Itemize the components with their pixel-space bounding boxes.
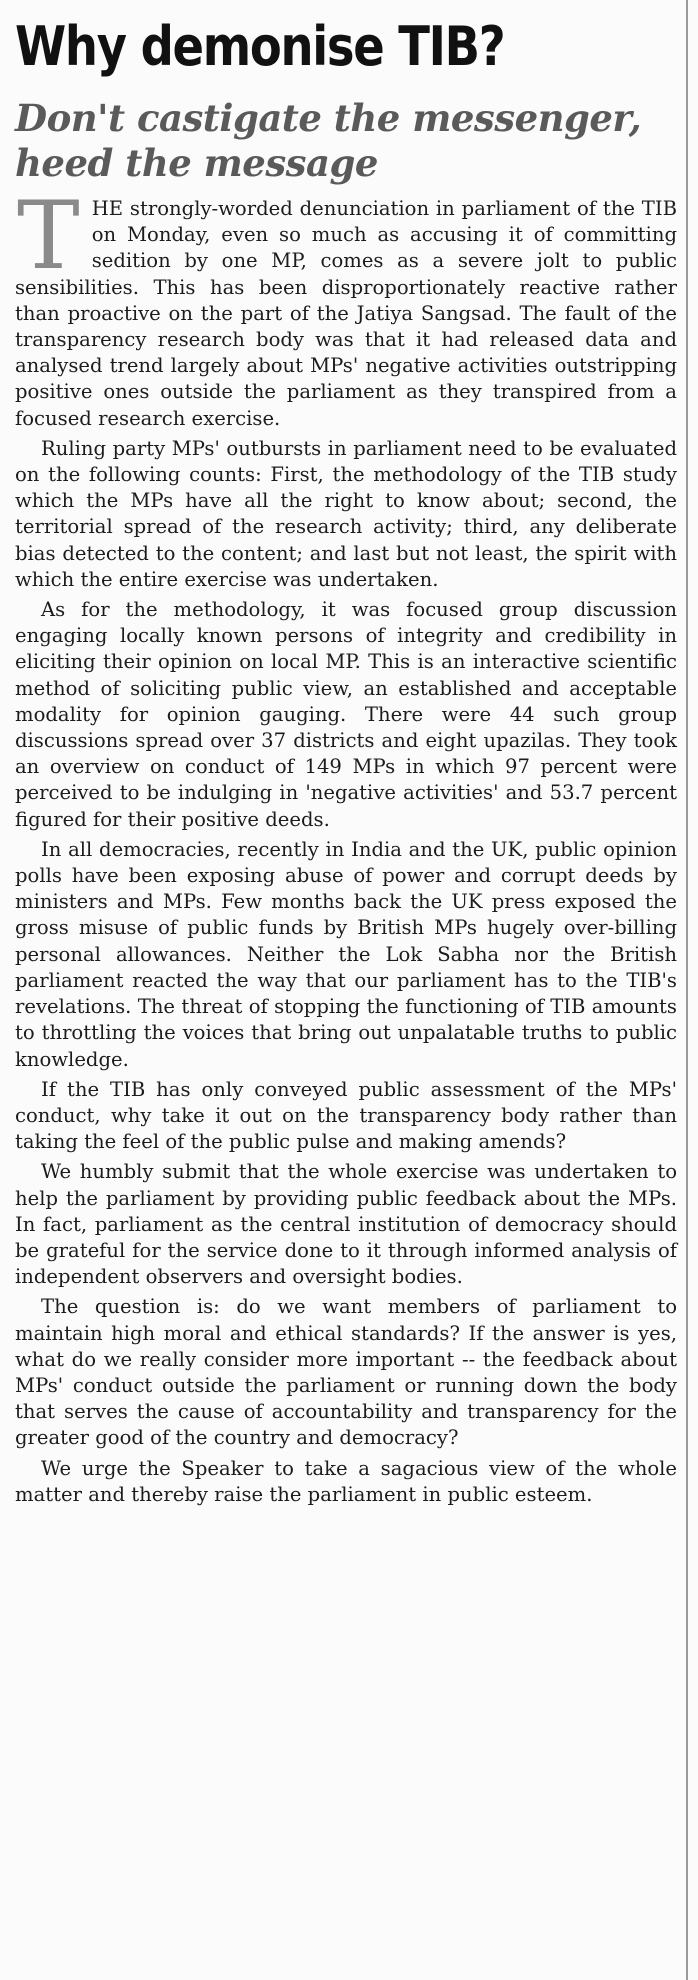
drop-cap: T [17, 182, 80, 291]
article-body [15, 182, 677, 1512]
paragraph-5: If the TIB has only conveyed public assessment of the MPs' conduct, why take it out on the transparency body rather than taking the feel of the public pulse and making amends? [15, 1077, 677, 1154]
paragraph-4: In all democracies, recently in India and the UK, public opinion polls have been exposing abuse of power and corrupt deeds by ministers and MPs. Few months back the UK press exposed the gross misuse of public funds by British MPs hugely over-billing personal allowances. Neither the Lok Sabha nor the British parliament reacted the way that our parliament has to the TIB's revelations. The threat of stopping the functioning of TIB amounts to throttling the voices that bring out unpalatable truths to public knowledge. [15, 837, 677, 1071]
paragraph-6: We humbly submit that the whole exercise was undertaken to help the parliament by providing public feedback about the MPs. In fact, parliament as the central institution of democracy should be grateful for the service done to it through informed analysis of independent observers and oversight bodies. [15, 1160, 677, 1289]
paragraph-1-text: HE strongly-worded denunciation in parliament of the TIB on Monday, even so much as accusing it of committing sedition by one MP, comes as a severe jolt to public sensibilities. This has been disproportionately reactive rather than proactive on the part of the Jatiya Sangsad. The fault of the transparency research body was that it had released data and analysed trend largely about MPs' negative activities outstripping positive ones outside the parliament as they transpired from a focused research exercise. [15, 197, 677, 430]
paragraph-1 [15, 182, 677, 432]
subheadline: Don't castigate the messenger, heed the message [15, 96, 642, 185]
paragraph-2: Ruling party MPs' outbursts in parliament need to be evaluated on the following counts: First, the methodology of the TIB study which the MPs have all the right to know about; second, the territorial spread of the research activity; third, any deliberate bias detected to the content; and last but not least, the spirit with which the entire exercise was undertaken. [15, 436, 677, 591]
paragraph-8: We urge the Speaker to take a sagacious view of the whole matter and thereby raise the parliament in public esteem. [15, 1456, 677, 1506]
column-rule [686, 0, 688, 1980]
paragraph-3: As for the methodology, it was focused group discussion engaging locally known persons of integrity and credibility in eliciting their opinion on local MP. This is an interactive scientific method of soliciting public view, an established and acceptable modality for opinion gauging. There were 44 such group discussions spread over 37 districts and eight upazilas. They took an overview on conduct of 149 MPs in which 97 percent were perceived to be indulging in 'negative activities' and 53.7 percent figured for their positive deeds. [15, 598, 677, 831]
paragraph-7: The question is: do we want members of parliament to maintain high moral and ethical standards? If the answer is yes, what do we really consider more important -- the feedback about MPs' conduct outside the parliament or running down the body that serves the cause of accountability and transparency for the greater good of the country and democracy? [15, 1295, 677, 1450]
headline: Why demonise TIB? [15, 15, 505, 78]
